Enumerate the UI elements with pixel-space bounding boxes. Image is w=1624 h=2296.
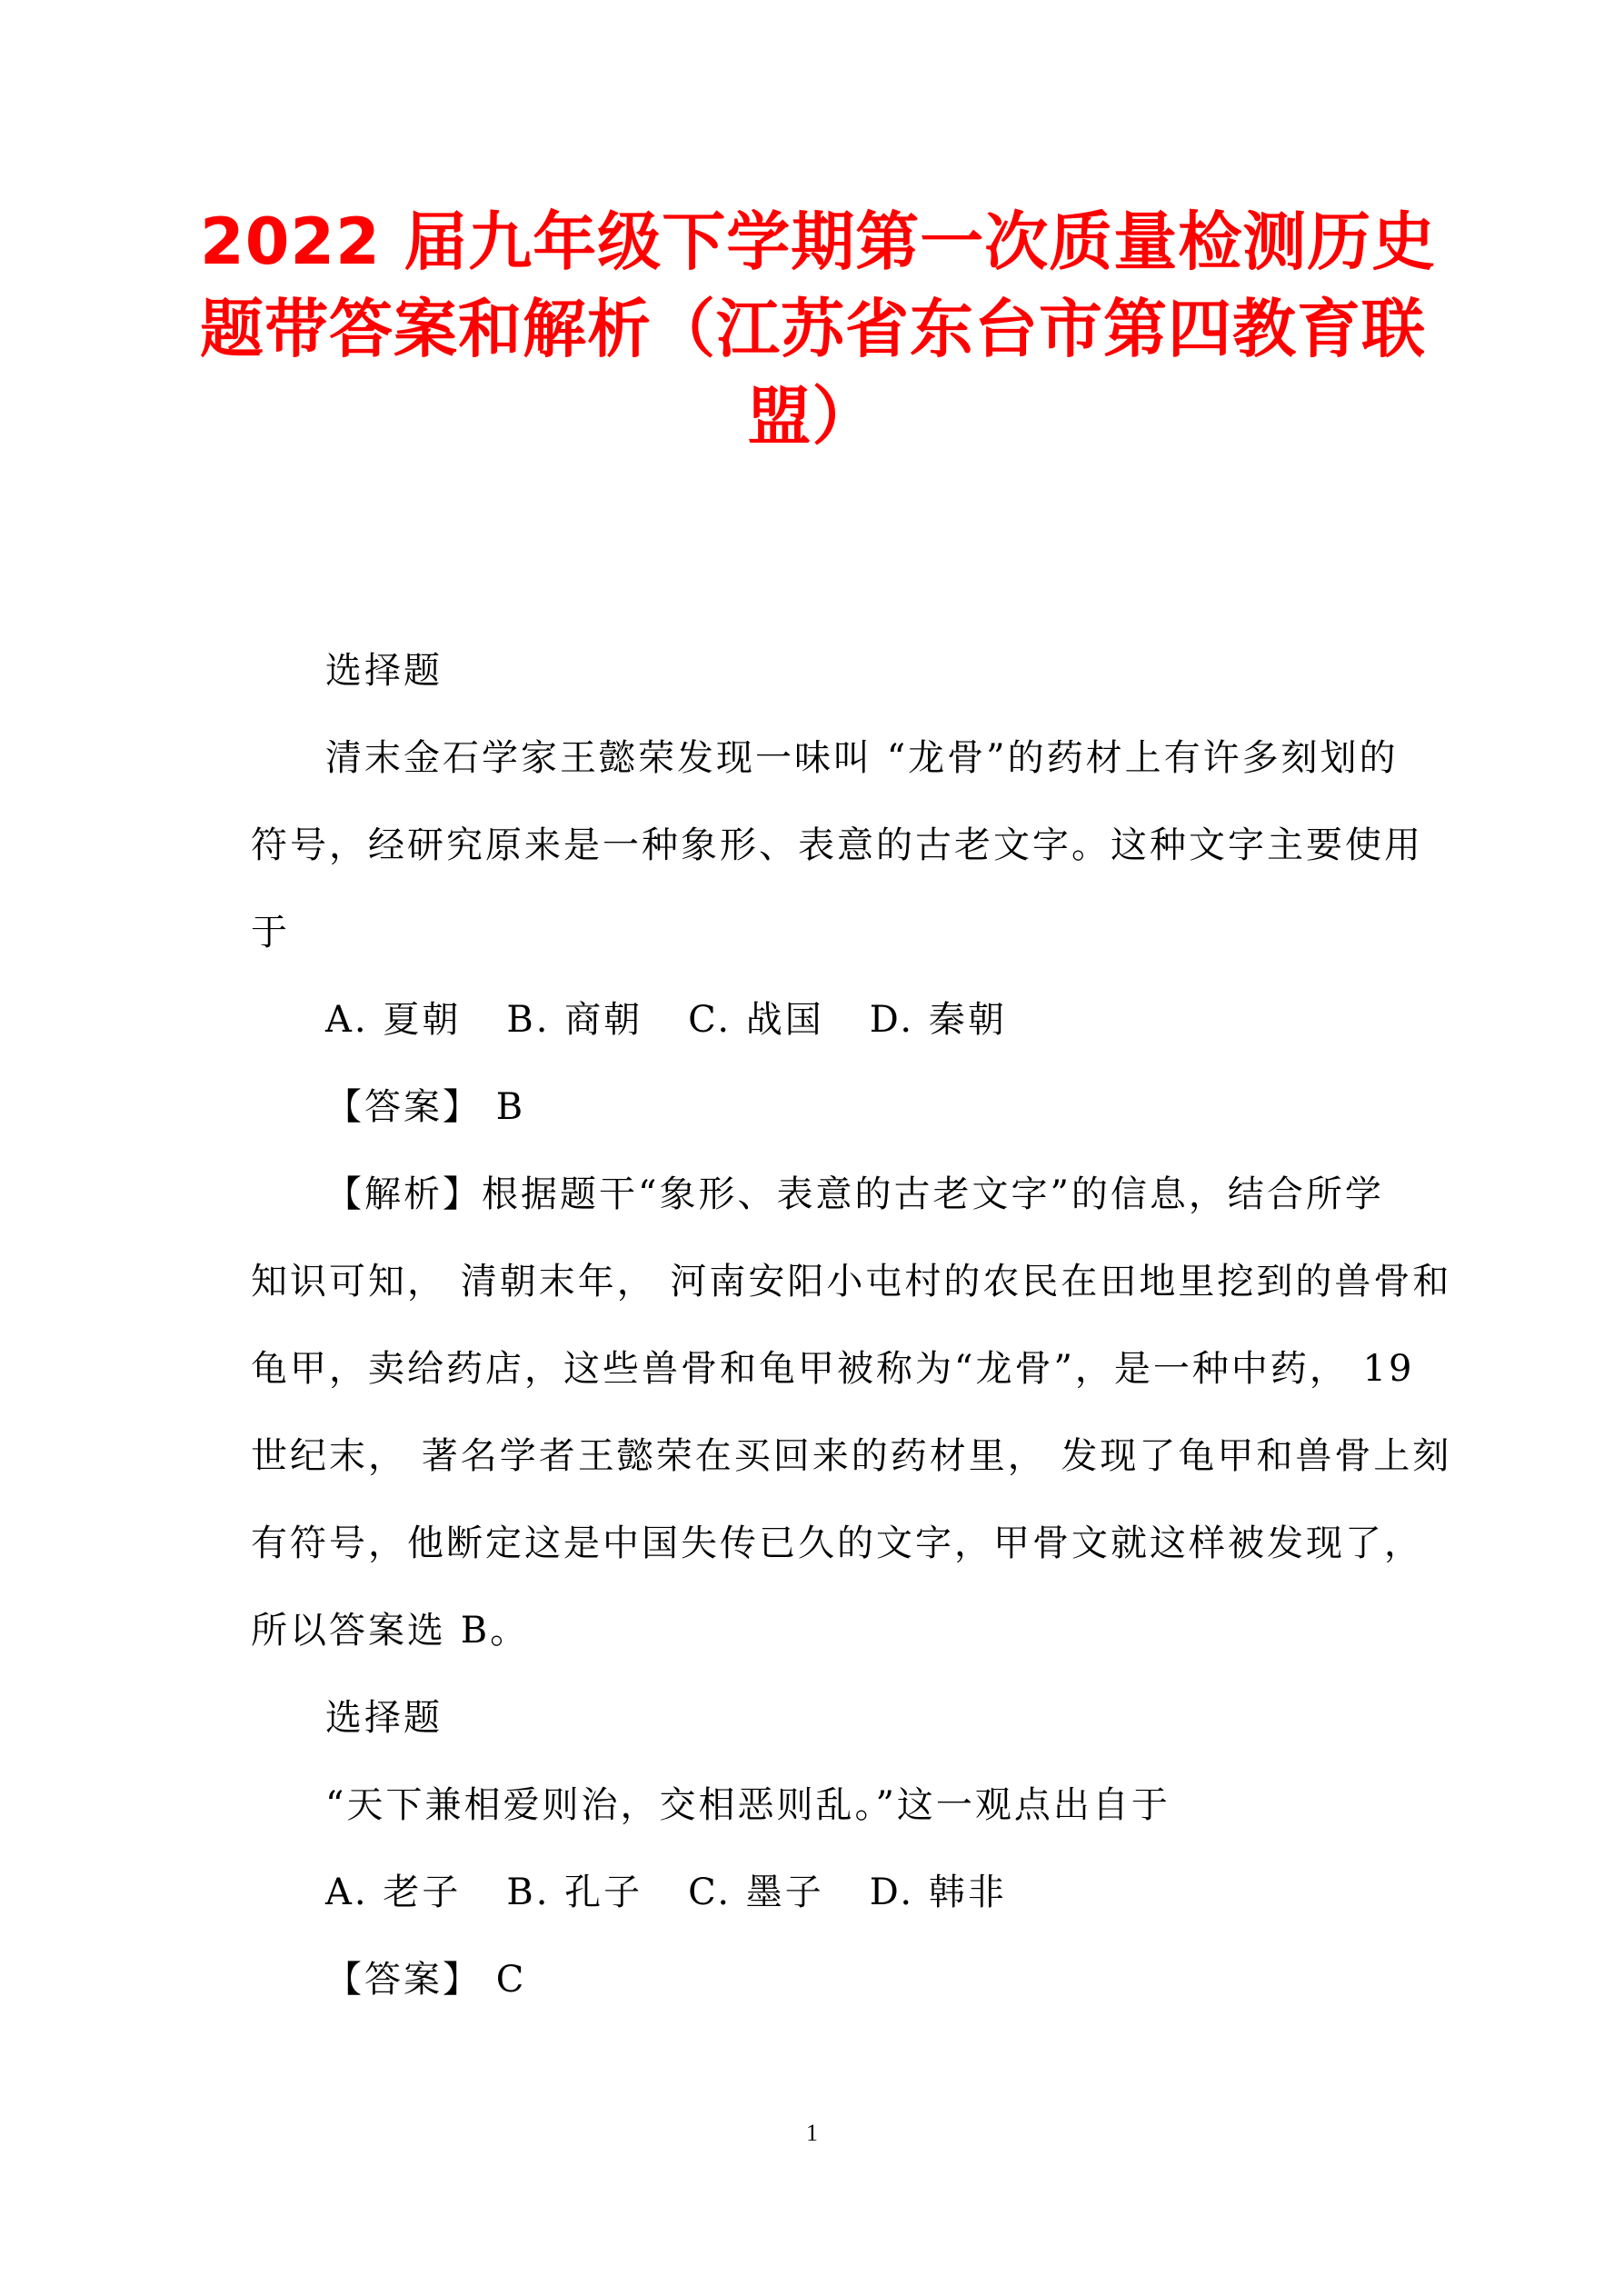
question-stem-line: 于	[251, 912, 290, 953]
option-a: A. 老子	[325, 1872, 462, 1913]
option-c: C. 战国	[688, 999, 824, 1041]
analysis-line: 所以答案选 B。	[251, 1610, 530, 1652]
option-d: D. 韩非	[869, 1872, 1007, 1913]
title-line: 题带答案和解析（江苏省东台市第四教育联	[200, 292, 1426, 366]
answer-options	[251, 1851, 1470, 1934]
page-number: 1	[806, 2120, 818, 2146]
question-stem-line: 符号，经研究原来是一种象形、表意的古老文字。这种文字主要使用	[251, 824, 1423, 866]
question-type-label: 选择题	[325, 650, 443, 692]
question-type-label: 选择题	[325, 1697, 443, 1739]
analysis-line: 【解析】根据题干“象形、表意的古老文字”的信息，结合所学	[325, 1173, 1384, 1215]
analysis-line: 世纪末， 著名学者王懿荣在买回来的药材里， 发现了龟甲和兽骨上刻	[251, 1435, 1452, 1477]
question-stem-line: 清末金石学家王懿荣发现一味叫 “龙骨”的药材上有许多刻划的	[325, 737, 1399, 779]
option-c: C. 墨子	[688, 1872, 824, 1913]
option-d: D. 秦朝	[869, 999, 1007, 1041]
option-a: A. 夏朝	[325, 999, 462, 1041]
answer-line: 【答案】 B	[325, 1086, 526, 1128]
answer-line: 【答案】 C	[325, 1959, 527, 2001]
document-title	[200, 198, 1437, 460]
title-line: 2022 届九年级下学期第一次质量检测历史	[200, 205, 1437, 279]
title-line: 盟）	[747, 379, 877, 454]
option-b: B. 商朝	[506, 999, 643, 1041]
analysis-line: 有符号，他断定这是中国失传已久的文字，甲骨文就这样被发现了，	[251, 1522, 1423, 1564]
option-b: B. 孔子	[506, 1872, 643, 1913]
analysis-line: 知识可知， 清朝末年， 河南安阳小屯村的农民在田地里挖到的兽骨和	[251, 1261, 1452, 1303]
answer-options	[251, 978, 1470, 1062]
analysis-line: 龟甲，卖给药店，这些兽骨和龟甲被称为“龙骨”，是一种中药， 19	[251, 1348, 1415, 1390]
question-stem-line: “天下兼相爱则治，交相恶则乱。”这一观点出自于	[325, 1784, 1171, 1826]
